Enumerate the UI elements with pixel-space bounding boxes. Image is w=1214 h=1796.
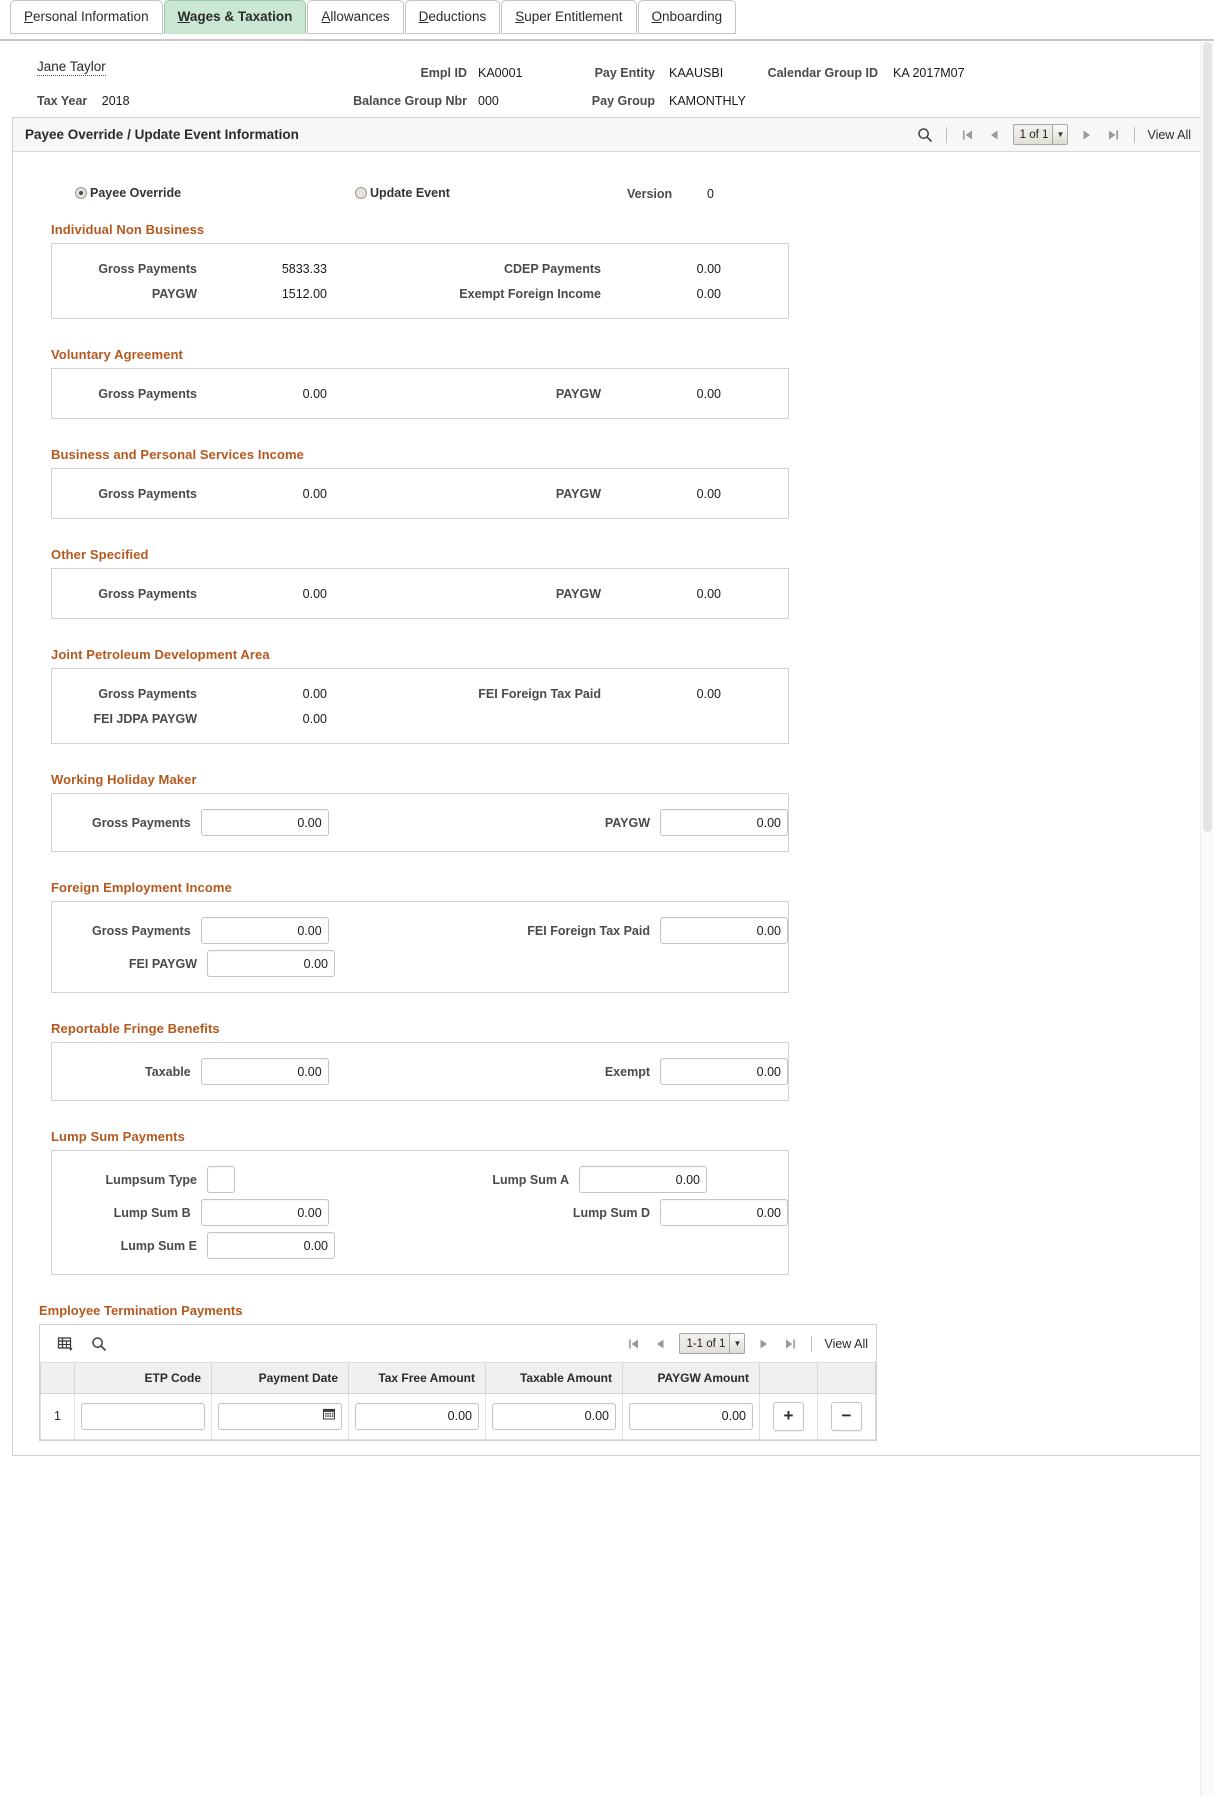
field-label: FEI Foreign Tax Paid	[478, 686, 601, 701]
search-icon[interactable]	[86, 1332, 112, 1356]
previous-page-icon[interactable]	[981, 123, 1007, 147]
input-lump-sum-d[interactable]	[660, 1199, 788, 1226]
input-taxable-amount[interactable]	[492, 1403, 616, 1430]
input-paygw-amount[interactable]	[629, 1403, 753, 1430]
etp-grid	[39, 1324, 877, 1441]
column-header	[41, 1363, 75, 1393]
remove-row-button[interactable]: −	[831, 1402, 862, 1431]
version-value: 0	[707, 187, 714, 201]
section-lump-sum-payments	[51, 1129, 789, 1275]
tab-deductions[interactable]: Deductions	[405, 0, 501, 34]
field-row	[52, 947, 788, 980]
section-body-voluntary-agreement	[51, 368, 789, 419]
calendar-group-label: Calendar Group ID	[767, 66, 878, 80]
field-label: PAYGW	[151, 286, 197, 301]
etp-page-indicator-dropdown[interactable]	[679, 1333, 745, 1354]
pay-entity-label-wrap	[520, 65, 655, 81]
field-row	[52, 1163, 788, 1196]
field-value: 0.00	[302, 711, 327, 726]
radio-payee-override-label: Payee Override	[90, 186, 182, 200]
field-row	[52, 806, 788, 839]
section-title-lump-sum-payments: Lump Sum Payments	[51, 1129, 185, 1144]
vertical-scrollbar[interactable]	[1200, 42, 1214, 1796]
field-label: Gross Payments	[92, 815, 191, 830]
empl-id-label-wrap	[337, 65, 467, 81]
balance-group-value: 000	[478, 94, 499, 108]
etp-page-indicator-label: 1-1 of 1	[686, 1337, 726, 1350]
field-label: Lump Sum A	[492, 1172, 569, 1187]
tab-personal-information[interactable]: Personal Information	[10, 0, 163, 34]
column-header-payment-date: Payment Date	[212, 1363, 349, 1393]
field-value: 0.00	[302, 386, 327, 401]
search-icon[interactable]	[912, 123, 938, 147]
column-header	[760, 1363, 818, 1393]
field-label: Lump Sum E	[120, 1238, 197, 1253]
pay-entity-value: KAAUSBI	[669, 66, 724, 80]
etp-title: Employee Termination Payments	[39, 1303, 243, 1318]
personalize-grid-icon[interactable]	[52, 1332, 78, 1356]
radio-dot-icon	[75, 187, 87, 199]
field-label: PAYGW	[555, 486, 601, 501]
section-joint-petroleum-development-area	[51, 647, 789, 744]
tab-wages-taxation[interactable]: Wages & Taxation	[164, 0, 307, 34]
sections-container	[13, 222, 1201, 1275]
etp-header-row	[41, 1363, 876, 1393]
field-value: 0.00	[696, 386, 721, 401]
panel-navigation	[912, 123, 1191, 147]
input-fei-paygw[interactable]	[207, 950, 335, 977]
etp-toolbar	[40, 1325, 876, 1363]
next-page-icon[interactable]	[1074, 123, 1100, 147]
section-body-working-holiday-maker	[51, 793, 789, 852]
input-lump-sum-e[interactable]	[207, 1232, 335, 1259]
previous-page-icon[interactable]	[647, 1332, 673, 1356]
panel-body	[13, 152, 1201, 1455]
balance-group-label: Balance Group Nbr	[353, 94, 467, 108]
input-exempt[interactable]	[660, 1058, 788, 1085]
field-value: 0.00	[696, 686, 721, 701]
section-voluntary-agreement	[51, 347, 789, 419]
view-all-link[interactable]: View All	[1147, 127, 1191, 142]
field-label: Gross Payments	[92, 923, 191, 938]
chevron-down-icon: ▼	[729, 1334, 744, 1353]
field-label: PAYGW	[555, 586, 601, 601]
input-payment-date[interactable]	[218, 1403, 342, 1430]
field-value: 0.00	[696, 486, 721, 501]
input-fei-foreign-tax-paid[interactable]	[660, 917, 788, 944]
chevron-down-icon: ▼	[1052, 125, 1067, 144]
field-row	[52, 281, 788, 306]
column-header-tax-free-amount: Tax Free Amount	[349, 1363, 486, 1393]
tab-super-entitlement[interactable]: Super Entitlement	[501, 0, 636, 34]
empl-id-label: Empl ID	[420, 66, 467, 80]
divider	[1134, 127, 1135, 143]
radio-update-event[interactable]	[355, 186, 450, 200]
etp-table-head	[41, 1363, 876, 1393]
version-label: Version	[627, 187, 673, 201]
last-page-icon[interactable]	[777, 1332, 803, 1356]
first-page-icon[interactable]	[955, 123, 981, 147]
field-label: Exempt	[604, 1064, 650, 1079]
field-value: 5833.33	[281, 261, 327, 276]
field-label: Gross Payments	[98, 586, 197, 601]
field-row	[52, 681, 788, 706]
field-value: 0.00	[302, 586, 327, 601]
input-gross-payments[interactable]	[201, 809, 329, 836]
add-row-button[interactable]: +	[773, 1402, 804, 1431]
tab-onboarding[interactable]: Onboarding	[638, 0, 737, 34]
input-gross-payments[interactable]	[201, 917, 329, 944]
field-label: FEI JDPA PAYGW	[93, 711, 197, 726]
column-header-taxable-amount: Taxable Amount	[486, 1363, 623, 1393]
input-etp-code[interactable]	[81, 1403, 205, 1430]
add-row-cell	[760, 1393, 818, 1439]
section-title-business-and-personal-services-income: Business and Personal Services Income	[51, 447, 304, 462]
section-body-other-specified	[51, 568, 789, 619]
etp-code-cell	[75, 1393, 212, 1439]
field-row	[52, 581, 788, 606]
calendar-group-value: KA 2017M07	[893, 66, 965, 80]
pay-group-value-wrap	[669, 93, 746, 109]
taxable-amount-cell	[486, 1393, 623, 1439]
field-label: Lump Sum D	[572, 1205, 650, 1220]
input-tax-free-amount[interactable]	[355, 1403, 479, 1430]
field-value: 1512.00	[281, 286, 327, 301]
section-body-business-and-personal-services-income	[51, 468, 789, 519]
page-indicator-label: 1 of 1	[1019, 128, 1049, 141]
section-other-specified	[51, 547, 789, 619]
field-value: 0.00	[696, 286, 721, 301]
field-label: PAYGW	[555, 386, 601, 401]
field-row	[52, 914, 788, 947]
section-body-foreign-employment-income	[51, 901, 789, 993]
etp-table-body	[41, 1393, 876, 1439]
field-label: PAYGW	[604, 815, 650, 830]
field-row	[52, 256, 788, 281]
field-label: Lump Sum B	[113, 1205, 191, 1220]
section-individual-non-business	[51, 222, 789, 319]
paygw-amount-cell	[623, 1393, 760, 1439]
field-value: 0.00	[696, 586, 721, 601]
section-title-other-specified: Other Specified	[51, 547, 149, 562]
field-label: CDEP Payments	[503, 261, 601, 276]
field-label: Gross Payments	[98, 386, 197, 401]
section-title-working-holiday-maker: Working Holiday Maker	[51, 772, 197, 787]
input-paygw[interactable]	[660, 809, 788, 836]
panel-header	[13, 118, 1201, 152]
section-working-holiday-maker	[51, 772, 789, 852]
field-row	[52, 381, 788, 406]
pay-group-label-wrap	[520, 93, 655, 109]
input-taxable[interactable]	[201, 1058, 329, 1085]
row-number: 1	[41, 1393, 75, 1439]
page-indicator-dropdown[interactable]	[1013, 124, 1069, 145]
section-title-joint-petroleum-development-area: Joint Petroleum Development Area	[51, 647, 270, 662]
first-page-icon[interactable]	[621, 1332, 647, 1356]
field-value: 0.00	[302, 686, 327, 701]
section-title-reportable-fringe-benefits: Reportable Fringe Benefits	[51, 1021, 220, 1036]
etp-table	[40, 1363, 876, 1440]
field-row	[52, 481, 788, 506]
column-header	[818, 1363, 876, 1393]
last-page-icon[interactable]	[1100, 123, 1126, 147]
section-title-individual-non-business: Individual Non Business	[51, 222, 205, 237]
input-lumpsum-type[interactable]	[207, 1166, 235, 1193]
calendar-group-label-wrap	[700, 65, 878, 81]
input-lump-sum-a[interactable]	[579, 1166, 707, 1193]
field-row	[52, 1196, 788, 1229]
radio-payee-override[interactable]	[75, 186, 181, 200]
section-title-voluntary-agreement: Voluntary Agreement	[51, 347, 183, 362]
next-page-icon[interactable]	[751, 1332, 777, 1356]
section-body-reportable-fringe-benefits	[51, 1042, 789, 1101]
field-row	[52, 1055, 788, 1088]
field-label: FEI Foreign Tax Paid	[527, 923, 650, 938]
mode-selector	[13, 178, 1201, 212]
etp-view-all-link[interactable]: View All	[824, 1336, 868, 1351]
divider	[946, 127, 947, 143]
input-lump-sum-b[interactable]	[201, 1199, 329, 1226]
field-label: FEI PAYGW	[128, 956, 197, 971]
field-label: Gross Payments	[98, 486, 197, 501]
etp-navigation	[621, 1332, 868, 1356]
tab-bar	[0, 0, 1214, 41]
radio-dot-icon	[355, 187, 367, 199]
field-label: Gross Payments	[98, 686, 197, 701]
panel-title: Payee Override / Update Event Information	[25, 127, 299, 142]
field-row	[52, 1229, 788, 1262]
column-header-paygw-amount: PAYGW Amount	[623, 1363, 760, 1393]
field-row	[52, 706, 788, 731]
tax-year-label: Tax Year	[37, 94, 88, 108]
tax-year-value: 2018	[101, 94, 130, 108]
tab-allowances[interactable]: Allowances	[307, 0, 403, 34]
tax-free-amount-cell	[349, 1393, 486, 1439]
table-row	[41, 1393, 876, 1439]
pay-entity-label: Pay Entity	[594, 66, 655, 80]
pay-group-label: Pay Group	[591, 94, 655, 108]
page-header	[0, 41, 1214, 117]
scrollbar-thumb[interactable]	[1203, 42, 1212, 832]
calendar-group-value-wrap	[893, 65, 965, 81]
empl-id-value-wrap	[478, 65, 522, 81]
tax-year-field	[37, 93, 130, 109]
section-title-foreign-employment-income: Foreign Employment Income	[51, 880, 232, 895]
section-body-joint-petroleum-development-area	[51, 668, 789, 744]
field-value: 0.00	[302, 486, 327, 501]
field-value: 0.00	[696, 261, 721, 276]
field-label: Exempt Foreign Income	[459, 286, 601, 301]
field-label: Gross Payments	[98, 261, 197, 276]
balance-group-label-wrap	[287, 93, 467, 109]
employee-termination-payments	[39, 1303, 877, 1441]
section-body-individual-non-business	[51, 243, 789, 319]
field-label: Lumpsum Type	[105, 1172, 197, 1187]
pay-group-value: KAMONTHLY	[669, 94, 746, 108]
section-foreign-employment-income	[51, 880, 789, 993]
balance-group-value-wrap	[478, 93, 499, 109]
section-body-lump-sum-payments	[51, 1150, 789, 1275]
remove-row-cell	[818, 1393, 876, 1439]
section-reportable-fringe-benefits	[51, 1021, 789, 1101]
radio-update-event-label: Update Event	[370, 186, 450, 200]
column-header-etp-code: ETP Code	[75, 1363, 212, 1393]
divider	[811, 1336, 812, 1352]
section-business-and-personal-services-income	[51, 447, 789, 519]
empl-id-value: KA0001	[478, 66, 523, 80]
payee-override-panel	[12, 117, 1202, 1456]
employee-name-link[interactable]: Jane Taylor	[37, 59, 106, 74]
field-label: Taxable	[145, 1064, 191, 1079]
payment-date-cell	[212, 1393, 349, 1439]
